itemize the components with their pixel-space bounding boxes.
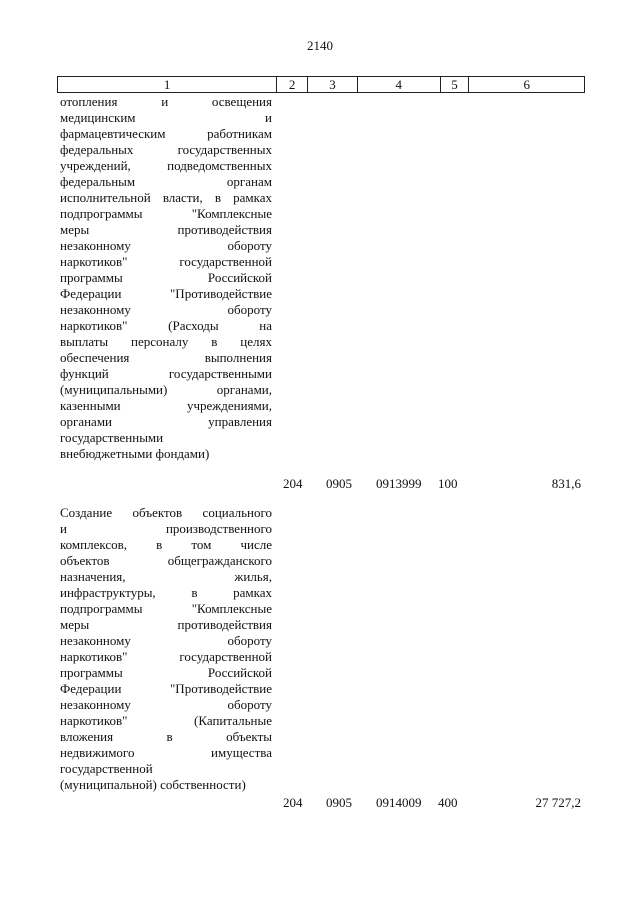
- table-header-row: [57, 76, 585, 93]
- description-line: государственными: [60, 430, 164, 445]
- page-number: 2140: [307, 38, 333, 53]
- description-line: выплаты персоналу в целях: [60, 334, 272, 349]
- description-line: программы Российской: [60, 270, 272, 285]
- description-line: инфраструктуры, в рамках: [60, 585, 272, 600]
- description-line: и производственного: [60, 521, 272, 536]
- description-line: функций государственными: [60, 366, 272, 381]
- description-line: медицинским и: [60, 110, 272, 125]
- description-line: комплексов, в том числе: [60, 537, 272, 552]
- table-cell-expense-type: 400: [438, 795, 458, 810]
- description-line: государственной: [60, 761, 153, 776]
- table-row-description: [60, 505, 272, 793]
- description-line: Создание объектов социального: [60, 505, 272, 520]
- description-line: вложения в объекты: [60, 729, 272, 744]
- description-line: наркотиков" (Расходы на: [60, 318, 272, 333]
- table-header-col-2: 2: [277, 77, 308, 92]
- table-cell-expense-type: 100: [438, 476, 458, 491]
- table-cell-amount: 27 727,2: [535, 795, 581, 810]
- description-line: незаконному обороту: [60, 302, 272, 317]
- description-line: незаконному обороту: [60, 697, 272, 712]
- description-line: федеральным органам: [60, 174, 272, 189]
- description-line: недвижимого имущества: [60, 745, 272, 760]
- description-line: (муниципальными) органами,: [60, 382, 272, 397]
- table-header-col-5: 5: [441, 77, 470, 92]
- description-line: подпрограммы "Комплексные: [60, 206, 272, 221]
- description-line: исполнительной власти, в рамках: [60, 190, 272, 205]
- description-line: подпрограммы "Комплексные: [60, 601, 272, 616]
- description-line: незаконному обороту: [60, 238, 272, 253]
- description-line: меры противодействия: [60, 222, 272, 237]
- description-line: объектов общегражданского: [60, 553, 272, 568]
- description-line: Федерации "Противодействие: [60, 681, 272, 696]
- description-line: наркотиков" (Капитальные: [60, 713, 272, 728]
- description-line: обеспечения выполнения: [60, 350, 272, 365]
- description-line: наркотиков" государственной: [60, 649, 272, 664]
- description-line: незаконному обороту: [60, 633, 272, 648]
- table-cell-target-article: 0913999: [376, 476, 422, 491]
- description-line: (муниципальной) собственности): [60, 777, 246, 792]
- description-line: наркотиков" государственной: [60, 254, 272, 269]
- description-line: Федерации "Противодействие: [60, 286, 272, 301]
- table-cell-target-article: 0914009: [376, 795, 422, 810]
- table-header-col-6: 6: [523, 77, 530, 92]
- description-line: учреждений, подведомственных: [60, 158, 272, 173]
- table-cell-ved: 204: [283, 795, 303, 810]
- table-cell-section: 0905: [326, 476, 352, 491]
- table-cell-section: 0905: [326, 795, 352, 810]
- description-line: фармацевтическим работникам: [60, 126, 272, 141]
- table-cell-ved: 204: [283, 476, 303, 491]
- table-header-col-1: 1: [58, 77, 277, 92]
- table-header-col-3: 3: [308, 77, 358, 92]
- table-cell-amount: 831,6: [551, 476, 581, 491]
- table-header-col-4: 4: [358, 77, 441, 92]
- description-line: внебюджетными фондами): [60, 446, 210, 461]
- description-line: отопления и освещения: [60, 94, 272, 109]
- description-line: меры противодействия: [60, 617, 272, 632]
- description-line: федеральных государственных: [60, 142, 272, 157]
- description-line: программы Российской: [60, 665, 272, 680]
- table-row-description: [60, 94, 272, 462]
- description-line: органами управления: [60, 414, 272, 429]
- description-line: казенными учреждениями,: [60, 398, 272, 413]
- description-line: назначения, жилья,: [60, 569, 272, 584]
